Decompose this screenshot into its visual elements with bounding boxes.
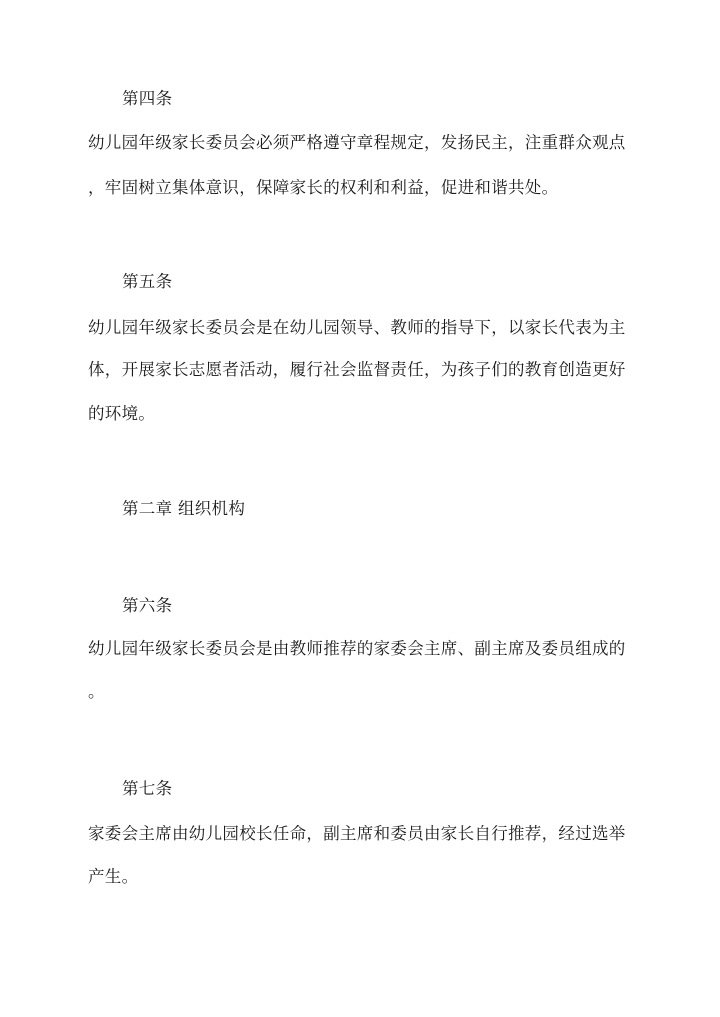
article-4-line-1: 幼儿园年级家长委员会必须严格遵守章程规定，发扬民主，注重群众观点: [88, 133, 626, 152]
article-4-heading: 第四条: [122, 89, 173, 108]
article-5-line-1: 幼儿园年级家长委员会是在幼儿园领导、教师的指导下，以家长代表为主: [88, 318, 626, 337]
article-6-line-2: 。: [88, 682, 105, 701]
article-6-heading: 第六条: [122, 596, 173, 615]
article-6-line-1: 幼儿园年级家长委员会是由教师推荐的家委会主席、副主席及委员组成的: [88, 639, 626, 658]
chapter-2-heading: 第二章 组织机构: [122, 499, 246, 518]
article-5-heading: 第五条: [122, 272, 173, 291]
article-5-line-2: 体，开展家长志愿者活动，履行社会监督责任，为孩子们的教育创造更好: [88, 360, 626, 379]
article-7-heading: 第七条: [122, 779, 173, 798]
article-4-line-2: ，牢固树立集体意识，保障家长的权利和利益，促进和谐共处。: [88, 178, 559, 197]
article-5-line-3: 的环境。: [88, 404, 156, 423]
article-7-line-1: 家委会主席由幼儿园校长任命，副主席和委员由家长自行推荐，经过选举: [88, 824, 626, 843]
article-7-line-2: 产生。: [88, 867, 139, 886]
